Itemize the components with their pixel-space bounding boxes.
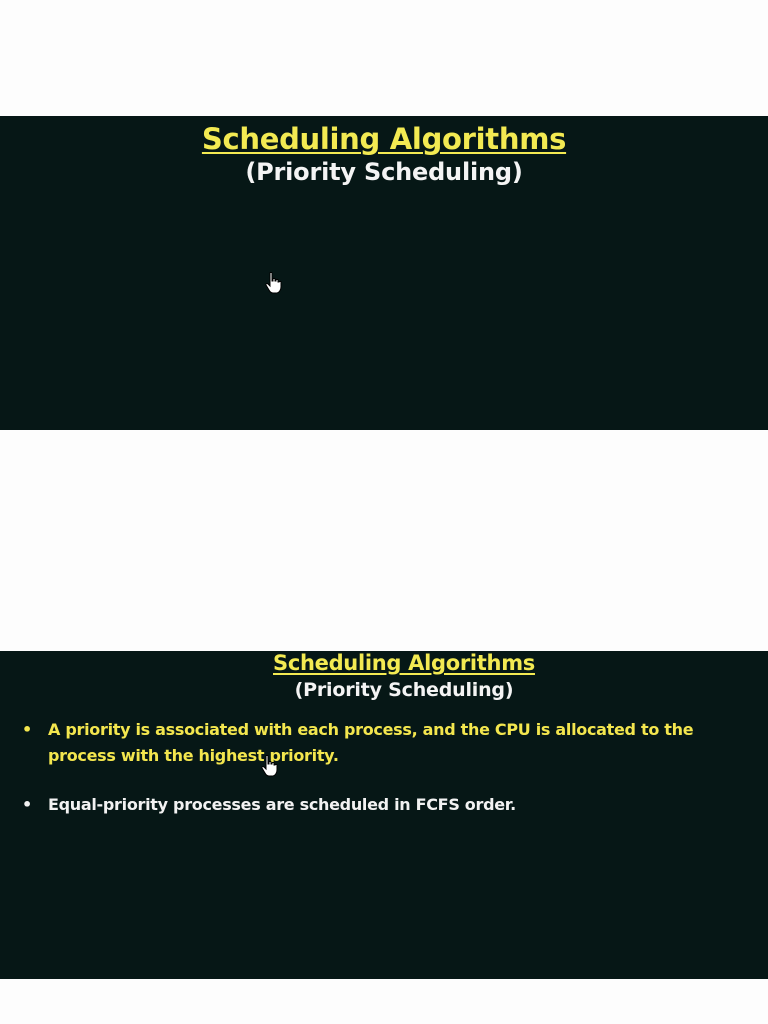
hand-pointer-icon xyxy=(264,272,282,294)
slide-title: Scheduling Algorithms xyxy=(273,651,535,675)
bullet-list xyxy=(22,717,742,818)
slide-title: Scheduling Algorithms xyxy=(201,122,567,156)
list-item xyxy=(22,792,742,818)
list-item xyxy=(22,717,742,769)
slide-title-only xyxy=(0,116,768,430)
slide-subtitle: (Priority Scheduling) xyxy=(294,679,514,701)
slide-subtitle: (Priority Scheduling) xyxy=(245,158,523,186)
bullet-text: Equal-priority processes are scheduled in FCFS order. xyxy=(48,795,516,814)
bullet-text: A priority is associated with each process, and the CPU is allocated to the process with the highest priority. xyxy=(48,720,694,765)
slide-with-bullets xyxy=(0,651,768,979)
hand-pointer-icon xyxy=(260,755,278,777)
bullet-dot: • xyxy=(22,720,32,739)
bullet-dot: • xyxy=(22,795,32,814)
